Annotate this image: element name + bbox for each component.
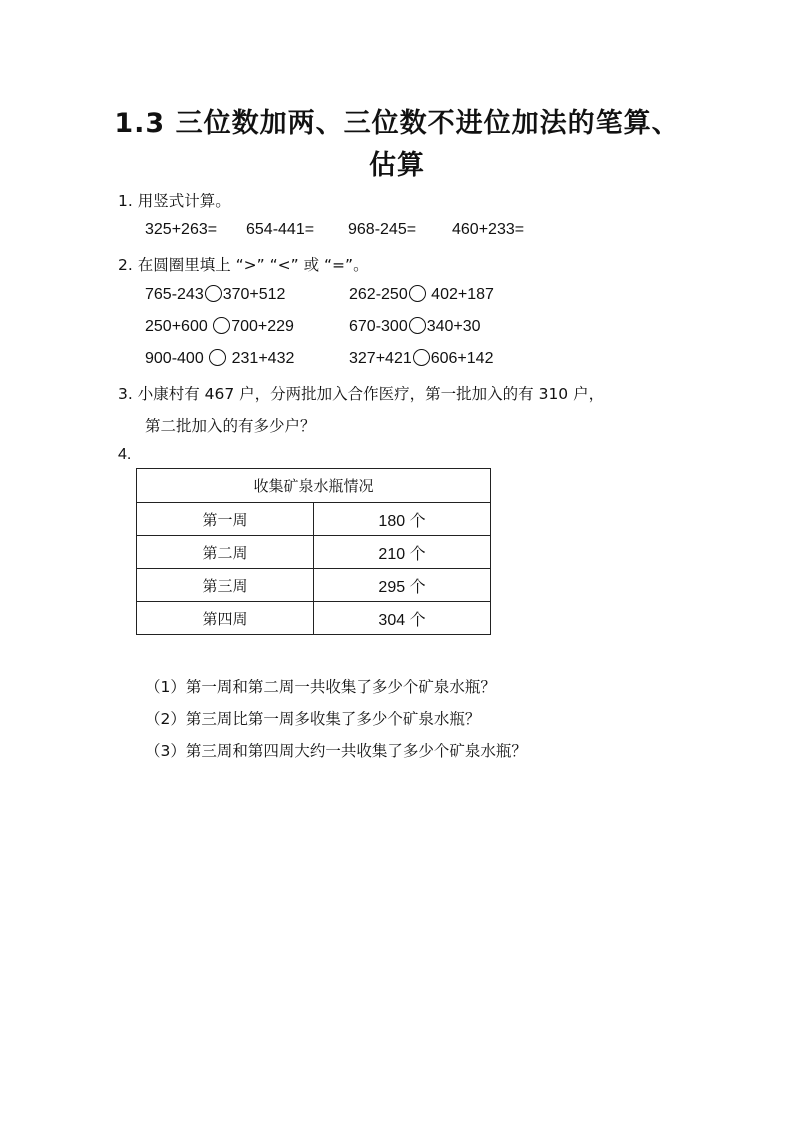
q1-item-2: 654-441= xyxy=(246,221,315,238)
table-row xyxy=(137,503,491,536)
compare-circle[interactable] xyxy=(209,349,226,366)
q2-row1-left xyxy=(145,285,285,304)
table-caption: 收集矿泉水瓶情况 xyxy=(137,469,491,503)
count-cell: 210 个 xyxy=(314,536,491,569)
q1-label: 1. 用竖式计算。 xyxy=(118,192,231,210)
compare-circle[interactable] xyxy=(409,317,426,334)
q3-line1: 3. 小康村有 467 户，分两批加入合作医疗，第一批加入的有 310 户， xyxy=(118,385,605,403)
q1-item-1: 325+263= xyxy=(145,221,218,238)
q2-row2-right xyxy=(349,317,481,336)
q2-expr: 765-243 xyxy=(145,286,204,303)
count-cell: 180 个 xyxy=(314,503,491,536)
q3-line2: 第二批加入的有多少户？ xyxy=(145,417,316,435)
q2-expr: 250+600 xyxy=(145,318,208,335)
compare-circle[interactable] xyxy=(409,285,426,302)
q2-expr: 700+229 xyxy=(231,318,294,335)
q2-expr: 231+432 xyxy=(231,350,295,367)
q2-row3-left xyxy=(145,349,294,368)
compare-circle[interactable] xyxy=(413,349,430,366)
page-title-line1: 1.3 三位数加两、三位数不进位加法的笔算、 xyxy=(114,108,680,139)
q4-sub-1: （1）第一周和第二周一共收集了多少个矿泉水瓶？ xyxy=(145,678,496,696)
compare-circle[interactable] xyxy=(205,285,222,302)
q2-row2-left xyxy=(145,317,294,336)
q2-label: 2. 在圆圈里填上 “>” “<” 或 “=”。 xyxy=(118,256,369,274)
bottle-collection-table xyxy=(136,468,491,635)
q2-expr: 900-400 xyxy=(145,350,204,367)
table-row xyxy=(137,536,491,569)
week-cell: 第一周 xyxy=(137,503,314,536)
q1-item-4: 460+233= xyxy=(452,221,525,238)
q4-label: 4. xyxy=(118,446,132,463)
q2-row3-right xyxy=(349,349,493,368)
q4-sub-2: （2）第三周比第一周多收集了多少个矿泉水瓶？ xyxy=(145,710,481,728)
q2-expr: 606+142 xyxy=(430,350,494,367)
week-cell: 第二周 xyxy=(137,536,314,569)
q2-expr: 402+187 xyxy=(431,286,494,303)
page-title-line2: 估算 xyxy=(369,150,425,181)
q2-expr: 340+30 xyxy=(426,318,481,335)
table-row xyxy=(137,569,491,602)
q2-expr: 370+512 xyxy=(222,286,286,303)
q1-item-3: 968-245= xyxy=(348,221,417,238)
count-cell: 295 个 xyxy=(314,569,491,602)
q2-expr: 262-250 xyxy=(349,286,408,303)
q4-sub-3: （3）第三周和第四周大约一共收集了多少个矿泉水瓶？ xyxy=(145,742,527,760)
table-row xyxy=(137,602,491,635)
q2-expr: 670-300 xyxy=(349,318,408,335)
count-cell: 304 个 xyxy=(314,602,491,635)
q2-row1-right xyxy=(349,285,494,304)
week-cell: 第三周 xyxy=(137,569,314,602)
compare-circle[interactable] xyxy=(213,317,230,334)
week-cell: 第四周 xyxy=(137,602,314,635)
q2-expr: 327+421 xyxy=(349,350,412,367)
